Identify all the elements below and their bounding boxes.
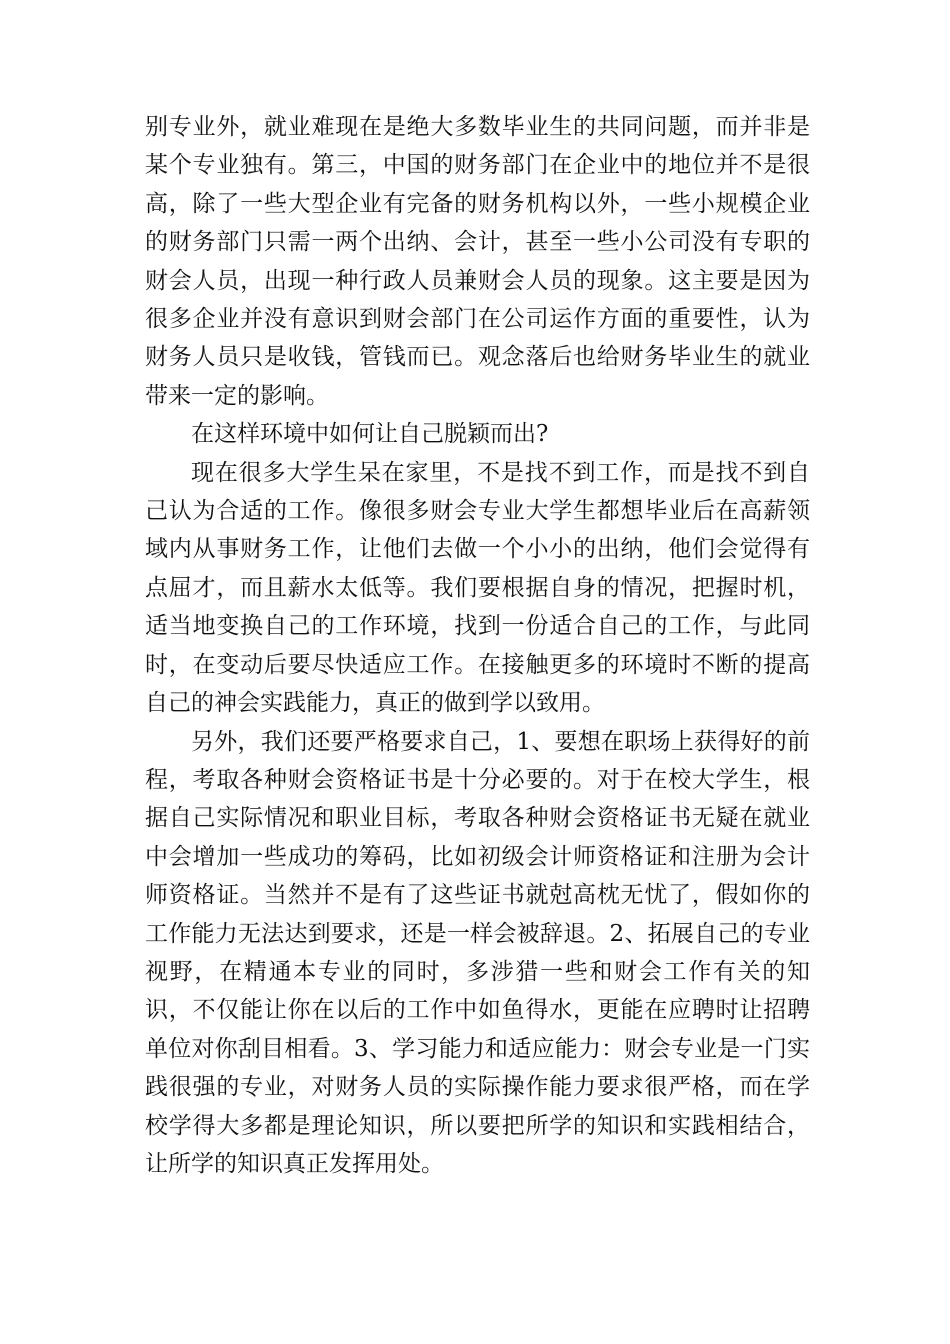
document-body <box>145 108 810 1183</box>
paragraph-job-environment: 现在很多大学生呆在家里，不是找不到工作，而是找不到自己认为合适的工作。像很多财会专业大学生都想毕业后在高薪领域内从事财务工作，让他们去做一个小小的出纳，他们会觉得有点屈才，而且薪水太低等。我们要根据自身的情况，把握时机，适当地变换自己的工作环境，找到一份适合自己的工作，与此同时，在变动后要尽快适应工作。在接触更多的环境时不断的提高自己的神会实践能力，真正的做到学以致用。 <box>145 459 810 717</box>
paragraph-requirements: 另外，我们还要严格要求自己，1、要想在职场上获得好的前程，考取各种财会资格证书是十分必要的。对于在校大学生，根据自己实际情况和职业目标，考取各种财会资格证书无疑在就业中会增加一些成功的筹码，比如初级会计师资格证和注册为会计师资格证。当然并不是有了这些证书就尅高枕无忧了，假如你的工作能力无法达到要求，还是一样会被辞退。2、拓展自己的专业视野，在精通本专业的同时，多涉猎一些和财会工作有关的知识，不仅能让你在以后的工作中如鱼得水，更能在应聘时让招聘单位对你刮目相看。3、学习能力和适应能力：财会专业是一门实践很强的专业，对财务人员的实际操作能力要求很严格，而在学校学得大多都是理论知识，所以要把所学的知识和实践相结合，让所学的知识真正发挥用处。 <box>145 728 810 1177</box>
paragraph-question: 在这样环境中如何让自己脱颖而出? <box>191 421 549 448</box>
paragraph-continuation: 别专业外，就业难现在是绝大多数毕业生的共同问题，而并非是某个专业独有。第三，中国的财务部门在企业中的地位并不是很高，除了一些大型企业有完备的财务机构以外，一些小规模企业的财务部门只需一两个出纳、会计，甚至一些小公司没有专职的财会人员，出现一种行政人员兼财会人员的现象。这主要是因为很多企业并没有意识到财会部门在公司运作方面的重要性，认为财务人员只是收钱，管钱而已。观念落后也给财务毕业生的就业带来一定的影响。 <box>145 114 810 409</box>
